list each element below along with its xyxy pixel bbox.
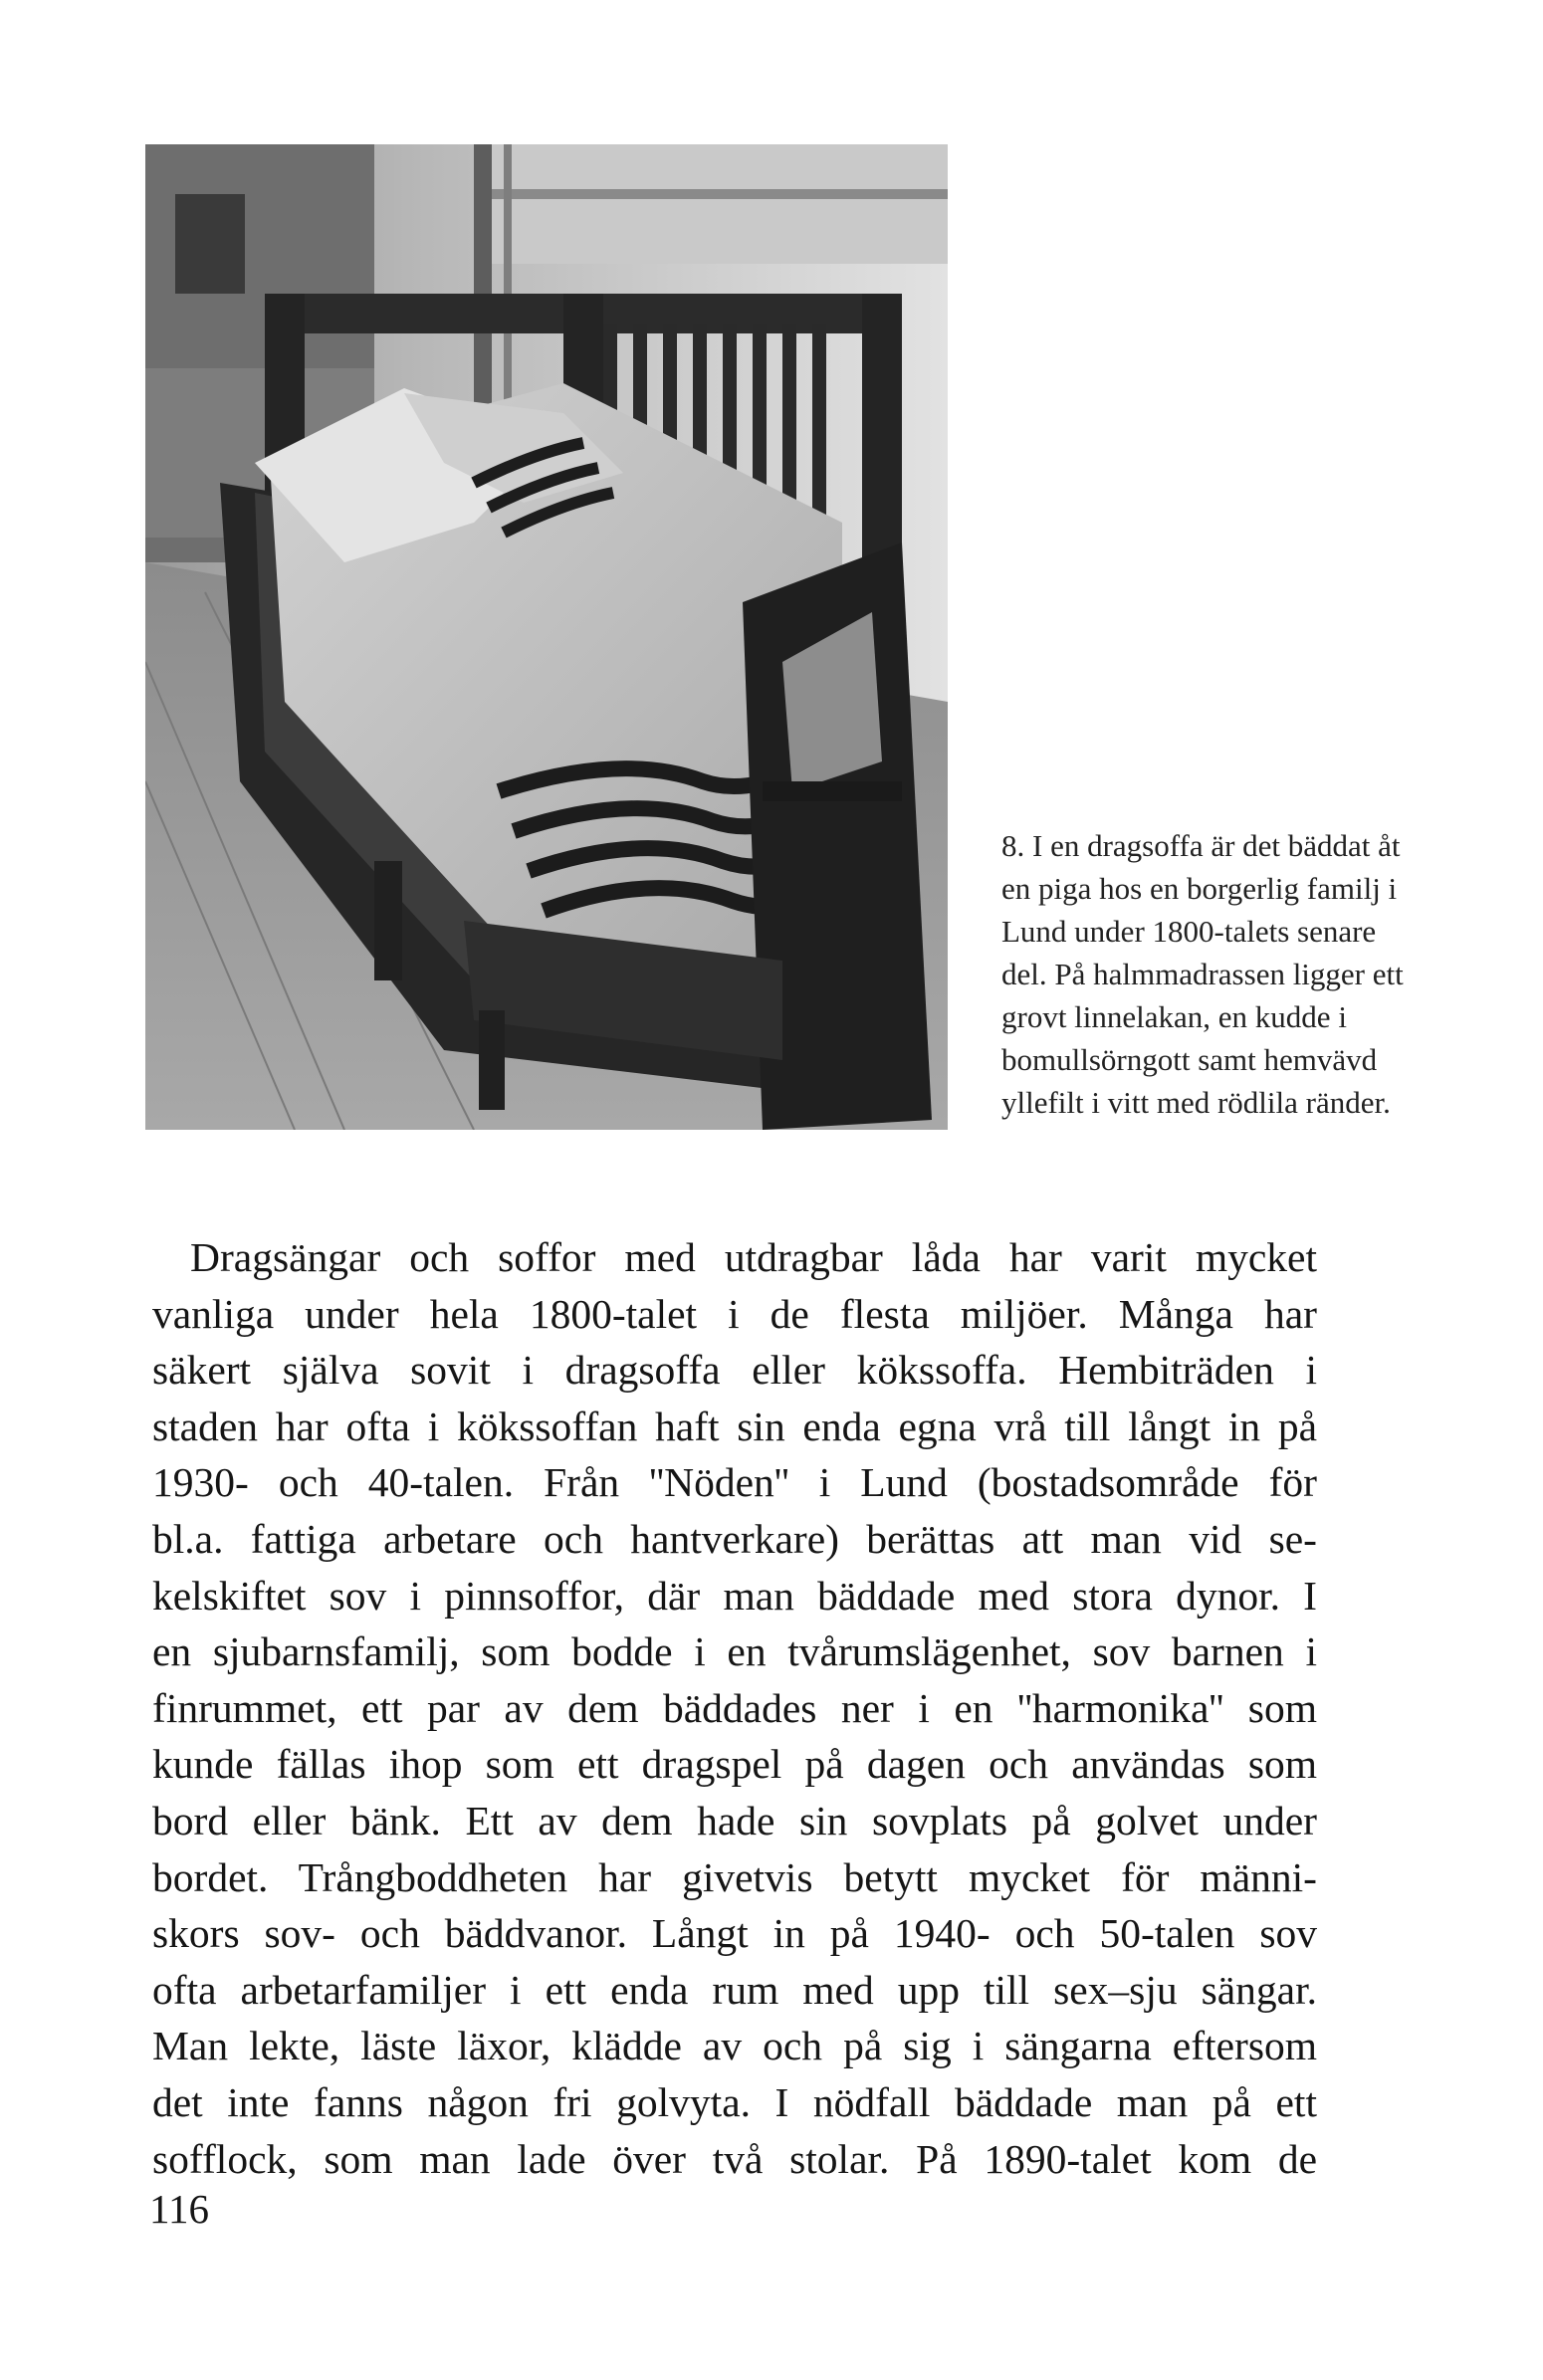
caption-line: 8. I en dragsoffa är det bäddat åt [1001,828,1401,863]
body-line: det inte fanns någon fri golvyta. I nödfall bäddade man på ett [152,2078,1317,2125]
body-line: ofta arbetarfamiljer i ett enda rum med upp till sex–sju sängar. [152,1966,1317,2013]
photo-dragsoffa [145,144,948,1130]
caption-line: en piga hos en borgerlig familj i [1001,871,1398,906]
body-line: 1930- och 40-talen. Från ''Nöden'' i Lund (bostadsområde för [152,1459,1317,1506]
body-line: Dragsängar och soffor med utdragbar låda har varit mycket [190,1234,1317,1280]
body-line: bordet. Trångboddheten har givetvis betytt mycket för männi- [152,1853,1317,1900]
caption-line: del. På halmmadrassen ligger ett [1001,957,1404,991]
body-line: Man lekte, läste läxor, klädde av och på sig i sängarna eftersom [152,2023,1317,2069]
caption-line: yllefilt i vitt med rödlila ränder. [1001,1085,1391,1120]
caption-line: grovt linnelakan, en kudde i [1001,999,1347,1034]
body-line: kelskiftet sov i pinnsoffor, där man bäddade med stora dynor. I [152,1572,1317,1619]
body-line: sofflock, som man lade över två stolar. På 1890-talet kom de [152,2135,1317,2182]
caption-line: bomullsörngott samt hemvävd [1001,1042,1378,1077]
body-line: bord eller bänk. Ett av dem hade sin sovplats på golvet under [152,1797,1317,1843]
body-line: säkert själva sovit i dragsoffa eller kökssoffa. Hembiträden i [152,1347,1317,1394]
body-line: kunde fällas ihop som ett dragspel på dagen och användas som [152,1741,1317,1788]
body-line: en sjubarnsfamilj, som bodde i en tvårumslägenhet, sov barnen i [152,1628,1317,1675]
photo-caption [1001,824,1499,1124]
body-paragraph [152,1229,1317,2187]
body-line: staden har ofta i kökssoffan haft sin enda egna vrå till långt in på [152,1403,1317,1449]
body-line: finrummet, ett par av dem bäddades ner i en ''harmonika'' som [152,1684,1317,1731]
body-line: skors sov- och bäddvanor. Långt in på 1940- och 50-talen sov [152,1910,1317,1957]
caption-line: Lund under 1800-talets senare [1001,914,1377,949]
body-line: vanliga under hela 1800-talet i de flesta miljöer. Många har [152,1290,1317,1337]
body-line: bl.a. fattiga arbetare och hantverkare) berättas att man vid se- [152,1515,1317,1562]
page-number: 116 [149,2186,209,2232]
